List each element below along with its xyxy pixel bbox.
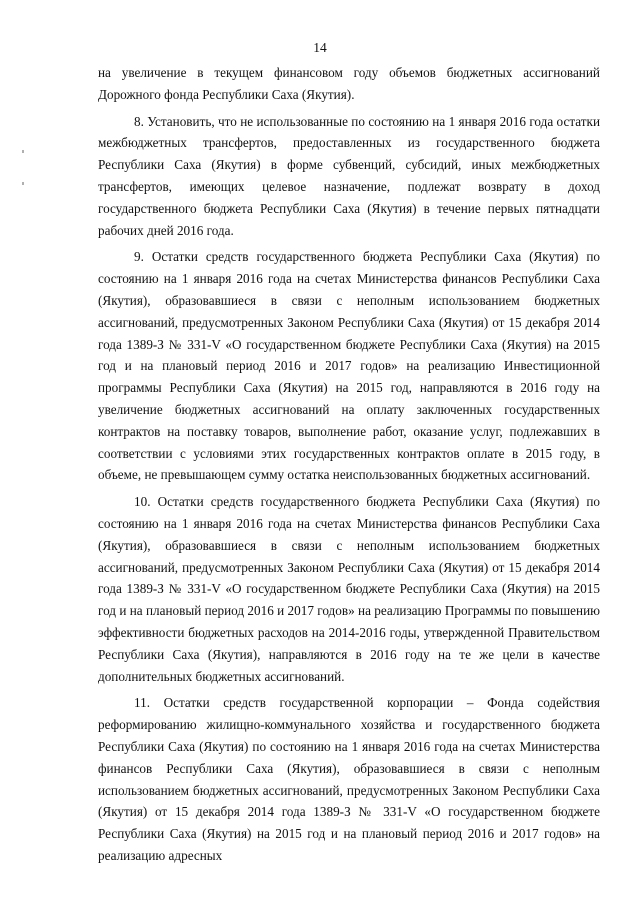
scan-mark [22,150,24,153]
paragraph-continuation: на увеличение в текущем финансовом году объемов бюджетных ассигнований Дорожного фонда Республики Саха (Якутия). [98,65,600,102]
paragraph-11: 11. Остатки средств государственной корпорации – Фонда содействия реформированию жилищно-коммунального хозяйства и государственного бюджета Республики Саха (Якутия) по состоянию на 1 января 2016 года на счетах Министерства финансов Республики Саха (Якутия), образовавшиеся в связи с неполным использованием бюджетных ассигнований, предусмотренных Законом Республики Саха (Якутия) от 15 декабря 2014 года 1389-З № 331-V «О государственном бюджете Республики Саха (Якутия) на 2015 год и на плановый период 2016 и 2017 годов» на реализацию адресных [98,695,600,863]
scan-mark [22,182,24,185]
paragraph-9: 9. Остатки средств государственного бюджета Республики Саха (Якутия) по состоянию на 1 января 2016 года на счетах Министерства финансов Республики Саха (Якутия), образовавшиеся в связи с неполным использованием бюджетных ассигнований, предусмотренных Законом Республики Саха (Якутия) от 15 декабря 2014 года 1389-З № 331-V «О государственном бюджете Республики Саха (Якутия) на 2015 год и на плановый период 2016 и 2017 годов» на реализацию Инвестиционной программы Республики Саха (Якутия) на 2015 год, направляются в 2016 году на увеличение бюджетных ассигнований на оплату заключенных государственных контрактов на поставку товаров, выполнение работ, оказание услуг, подлежавших в соответствии с условиями этих государственных контрактов оплате в 2015 году, в объеме, не превышающем сумму остатка неиспользованных бюджетных ассигнований. [98,249,600,483]
paragraph-10: 10. Остатки средств государственного бюджета Республики Саха (Якутия) по состоянию на 1 января 2016 года на счетах Министерства финансов Республики Саха (Якутия), образовавшиеся в связи с неполным использованием бюджетных ассигнований, предусмотренных Законом Республики Саха (Якутия) от 15 декабря 2014 года 1389-З № 331-V «О государственном бюджете Республики Саха (Якутия) на 2015 год и на плановый период 2016 и 2017 годов» на реализацию Программы по повышению эффективности бюджетных расходов на 2014-2016 годы, утвержденной Правительством Республики Саха (Якутия), направляются в 2016 году на те же цели в качестве дополнительных бюджетных ассигнований. [98,494,600,684]
page-number: 14 [313,40,327,55]
paragraph-8: 8. Установить, что не использованные по состоянию на 1 января 2016 года остатки межбюджетных трансфертов, предоставленных из государственного бюджета Республики Саха (Якутия) в форме субвенций, субсидий, иных межбюджетных трансфертов, имеющих целевое назначение, подлежат возврату в доход государственного бюджета Республики Саха (Якутия) в течение первых пятнадцати рабочих дней 2016 года. [98,113,600,238]
body-text [98,62,600,867]
